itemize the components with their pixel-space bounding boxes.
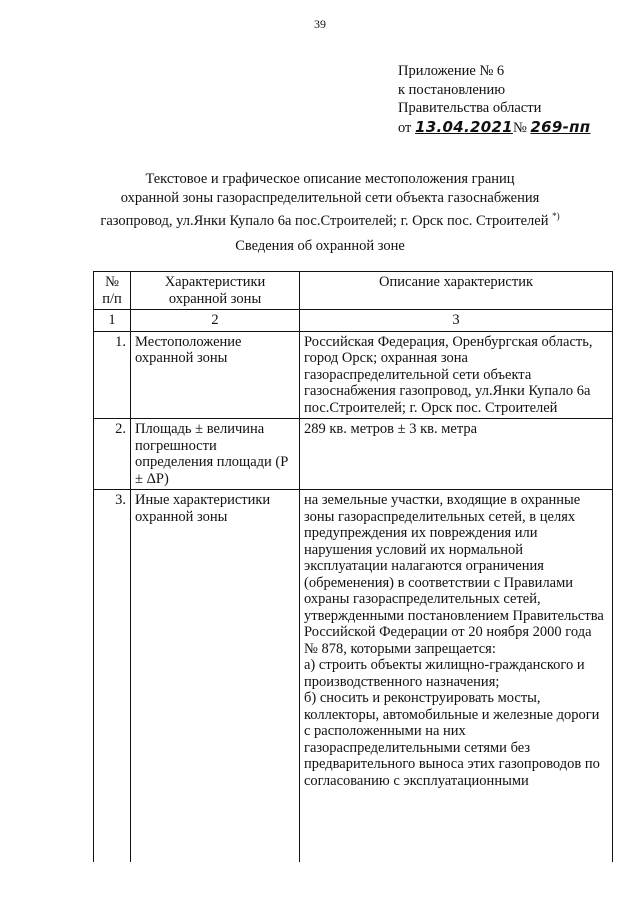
row-description-item-a: а) строить объекты жилищно-гражданского и производственного назначения; [304, 657, 585, 690]
table-colnum-row [94, 310, 613, 332]
row-characteristic: Местоположение охранной зоны [131, 331, 300, 419]
appendix-number: 269-пп [530, 117, 591, 136]
header-description: Описание характеристик [300, 272, 613, 310]
section-title: Сведения об охранной зоне [235, 238, 405, 254]
table-row [94, 490, 613, 863]
row-characteristic: Площадь ± величина погрешности определения площади (P ± ΔP) [131, 419, 300, 490]
row-description: 289 кв. метров ± 3 кв. метра [300, 419, 613, 490]
appendix-number-sign: № [512, 119, 527, 136]
table-row [94, 419, 613, 490]
document-heading [60, 170, 600, 230]
table-header-row [94, 272, 613, 310]
page-number: 39 [314, 17, 326, 31]
row-num: 3. [94, 490, 131, 863]
heading-line3 [60, 207, 600, 230]
heading-line1: Текстовое и графическое описание местоположения границ [145, 171, 515, 187]
colnum-3: 3 [300, 310, 613, 332]
row-num: 1. [94, 331, 131, 419]
zone-info-table [93, 271, 613, 862]
appendix-prefix: от [398, 119, 412, 136]
row-description: Российская Федерация, Оренбургская область, город Орск; охранная зона газораспределительной сети объекта газоснабжения газопровод, ул.Янки Купало 6а пос.Строителей; г. Орск пос. Строителей [300, 331, 613, 419]
appendix-line2: к постановлению [398, 81, 506, 98]
colnum-2: 2 [131, 310, 300, 332]
colnum-1: 1 [94, 310, 131, 332]
heading-line3-text: газопровод, ул.Янки Купало 6а пос.Строителей; г. Орск пос. Строителей [100, 212, 549, 229]
row-description-main: на земельные участки, входящие в охранные зоны газораспределительных сетей, в целях предупреждения их повреждения или нарушения условий их нормальной эксплуатации налагаются ограничения (обременения) в соответствии с Правилами охраны газораспределительных сетей, утвержденными постановлением Правительства Российской Федерации от 20 ноября 2000 года № 878, которыми запрещается: [304, 492, 604, 657]
appendix-block [398, 62, 590, 137]
row-description [300, 490, 613, 863]
header-num: № п/п [94, 272, 131, 310]
row-characteristic: Иные характеристики охранной зоны [131, 490, 300, 863]
appendix-line4 [398, 118, 590, 138]
header-characteristic: Характеристики охранной зоны [131, 272, 300, 310]
footnote-mark: *) [552, 211, 560, 221]
row-description-item-b: б) сносить и реконструировать мосты, коллекторы, автомобильные и железные дороги с расположенными на них газораспределительными сетями без предварительного выноса этих газопроводов по согласованию с эксплуатационными [304, 690, 600, 789]
appendix-date: 13.04.2021 [415, 117, 513, 136]
row-num: 2. [94, 419, 131, 490]
appendix-line1: Приложение № 6 [398, 63, 505, 79]
heading-line2: охранной зоны газораспределительной сети объекта газоснабжения [120, 189, 540, 206]
table-row [94, 331, 613, 419]
appendix-line3: Правительства области [398, 100, 542, 116]
